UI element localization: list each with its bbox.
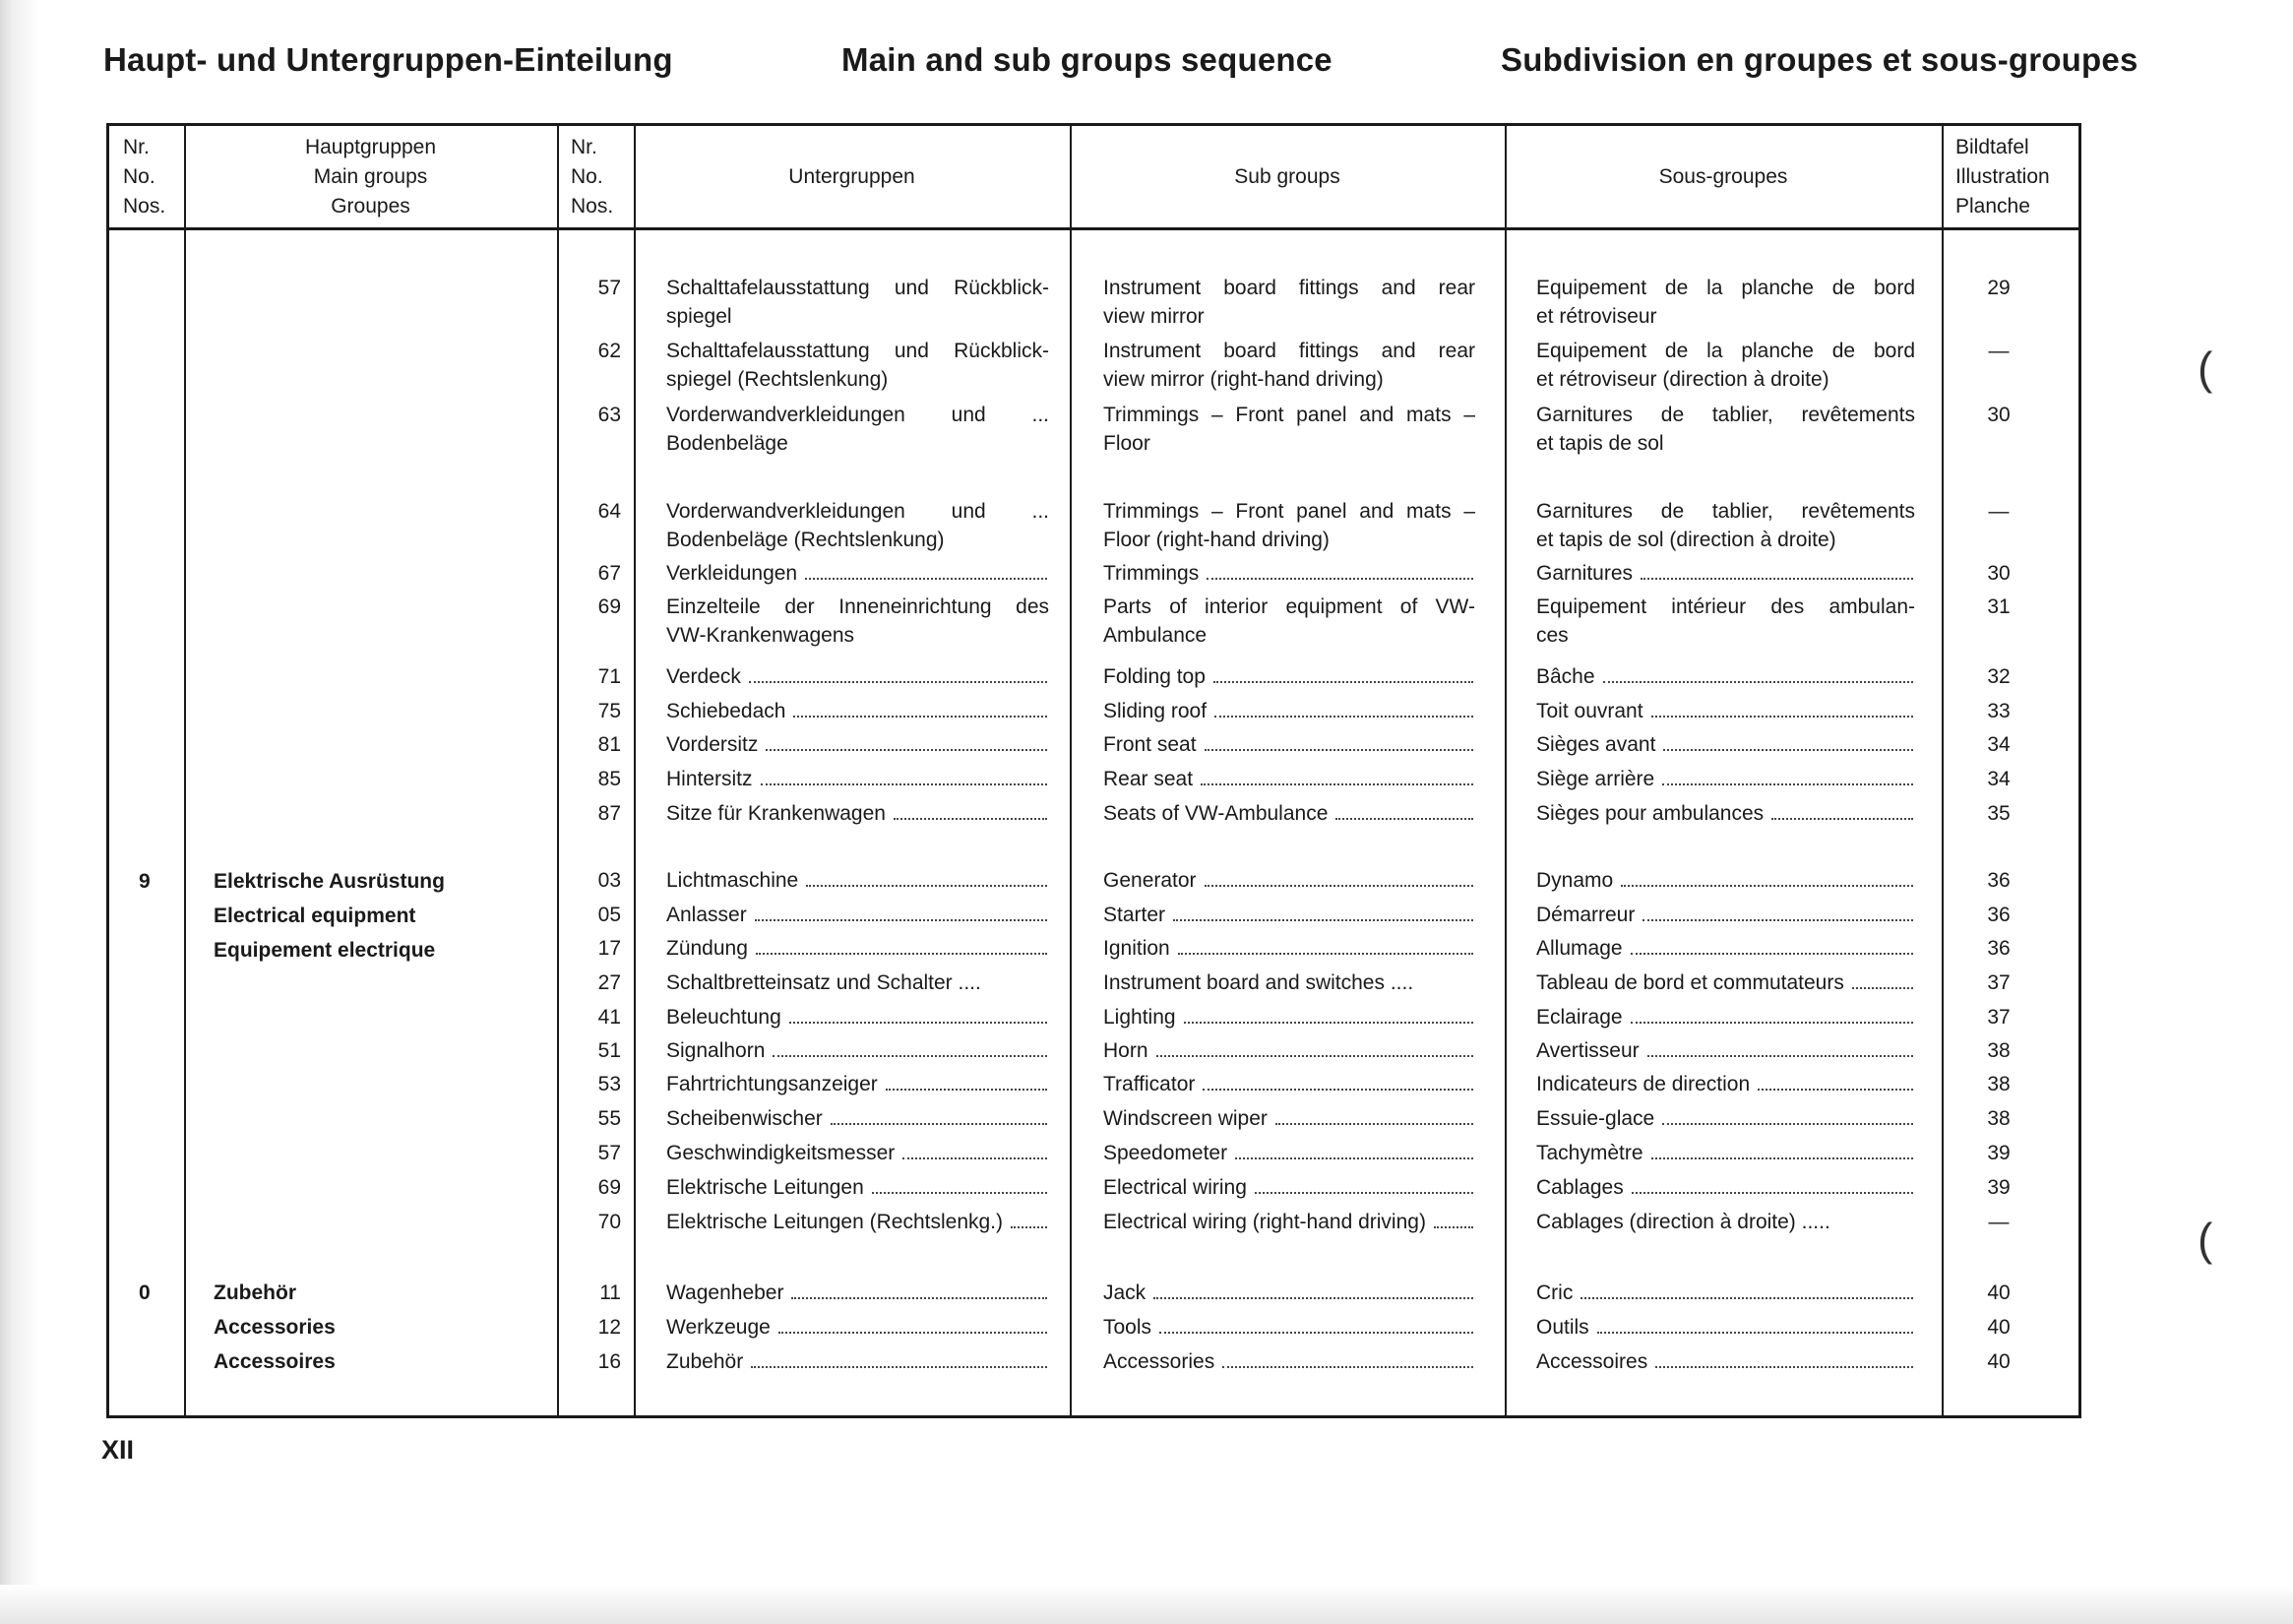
sub-group-line: Indicateurs de direction [1536,1070,1915,1098]
sub-group-line: view mirror (right-hand driving) [1103,368,1384,391]
dot-leader [1011,1226,1047,1228]
sub-group-line: Instrument board fittings and rear [1103,277,1475,299]
sub-group-line: Sièges avant [1536,730,1915,759]
plate-number: — [1988,1211,2010,1233]
sub-group-line: Tachymètre [1536,1139,1915,1167]
header-sub-groups: Sub groups [1234,164,1340,188]
sub-group-line: Electrical wiring [1103,1173,1475,1202]
column-divider [634,126,636,1415]
sub-group-line: Trimmings – Front panel and mats – [1103,404,1475,426]
sub-group-de [666,1003,1049,1031]
sub-group-line: Garnitures de tablier, revêtements [1536,404,1915,426]
plate-number: 38 [1987,1073,2011,1095]
heading-french: Subdivision en groupes et sous-groupes [1501,41,2138,78]
header-sub-nr: Nr. No. Nos. [571,135,614,218]
sub-group-line: Cablages [1536,1173,1915,1202]
sub-group-line: ces [1536,624,1569,647]
sub-group-line: et tapis de sol (direction à droite) [1536,529,1836,551]
plate-number: 37 [1987,971,2011,994]
plate-number: 30 [1987,404,2011,426]
header-sous-groupes: Sous-groupes [1658,164,1788,188]
sub-group-line: et rétroviseur (direction à droite) [1536,368,1829,391]
sub-group-de [666,934,1049,963]
sub-group-line: Seats of VW-Ambulance [1103,799,1475,828]
sub-group-line: Folding top [1103,662,1475,691]
sub-group-line: Windscreen wiper [1103,1104,1475,1133]
sub-group-line: Siège arrière [1536,765,1915,793]
sub-group-line: Trimmings – Front panel and mats – [1103,500,1475,523]
sub-group-nr: 81 [597,733,621,756]
sub-group-nr: 51 [597,1039,621,1062]
sub-group-nr: 05 [597,904,621,926]
sub-group-line: Scheibenwischer [666,1104,1049,1133]
sub-group-nr: 67 [597,562,621,585]
sub-group-en [1103,1139,1475,1167]
sub-group-de [666,337,1049,394]
column-divider [1070,126,1072,1415]
sub-group-fr [1536,1036,1915,1065]
sub-group-en [1103,1208,1475,1236]
dot-leader [1203,1089,1473,1091]
sub-group-line: spiegel (Rechtslenkung) [666,368,889,391]
sub-group-de [666,274,1049,331]
sub-group-nr: 57 [597,277,621,299]
dot-leader [791,1297,1047,1299]
dot-leader [1647,1055,1913,1057]
sub-group-line: Outils [1536,1313,1915,1342]
sub-group-line: Beleuchtung [666,1003,1049,1031]
sub-group-line: Sièges pour ambulances [1536,799,1915,828]
header-rule [109,227,2078,230]
sub-group-line: Equipement de la planche de bord [1536,277,1915,299]
sub-group-line: Zubehör [666,1347,1049,1376]
dot-leader [1662,783,1913,785]
sub-group-en [1103,968,1475,997]
column-divider [184,126,186,1415]
plate-number: 39 [1987,1176,2011,1199]
plate-number: 36 [1987,869,2011,892]
dot-leader [1205,749,1473,751]
sub-group-line: Signalhorn [666,1036,1049,1065]
plate-number: 32 [1987,665,2011,688]
sub-group-line: Elektrische Leitungen [666,1173,1049,1202]
dot-leader [1641,578,1913,580]
plate-number: 36 [1987,904,2011,926]
sub-group-line: Vordersitz [666,730,1049,759]
sub-group-de [666,593,1049,650]
sub-group-line: Démarreur [1536,901,1915,929]
plate-number: 35 [1987,802,2011,825]
sub-group-en [1103,1036,1475,1065]
plate-number: 30 [1987,562,2011,585]
plate-number: — [1988,340,2010,362]
dot-leader [1631,953,1913,955]
dot-leader [1631,1022,1913,1024]
sub-group-fr [1536,730,1915,759]
plate-number: 40 [1987,1316,2011,1339]
dot-leader [1156,1055,1473,1057]
sub-group-fr [1536,866,1915,895]
sub-group-de [666,1104,1049,1133]
column-divider [1942,126,1944,1415]
sub-group-nr: 57 [597,1142,621,1164]
dot-leader [1663,749,1913,751]
sub-group-nr: 27 [597,971,621,994]
sub-group-nr: 64 [597,500,621,523]
plate-number: 33 [1987,700,2011,722]
dot-leader [1255,1192,1473,1194]
sub-group-line: Bodenbeläge (Rechtslenkung) [666,529,945,551]
sub-group-line: et rétroviseur [1536,305,1657,328]
sub-group-de [666,1139,1049,1167]
sub-group-nr: 62 [597,340,621,362]
heading-german: Haupt- und Untergruppen-Einteilung [103,41,673,78]
dot-leader [789,1022,1047,1024]
dot-leader [749,681,1047,683]
sub-group-en [1103,799,1475,828]
sub-group-line: Essuie-glace [1536,1104,1915,1133]
sub-group-fr [1536,1279,1915,1307]
group-sequence-table [106,123,2081,1418]
sub-group-line: Elektrische Leitungen (Rechtslenkg.) [666,1208,1049,1236]
sub-group-en [1103,662,1475,691]
sub-group-fr [1536,968,1915,997]
sub-group-de [666,901,1049,929]
dot-leader [805,578,1047,580]
sub-group-fr [1536,662,1915,691]
heading-english: Main and sub groups sequence [841,41,1332,78]
sub-group-nr: 53 [597,1073,621,1095]
sub-group-en [1103,1104,1475,1133]
plate-number: 40 [1987,1350,2011,1373]
dot-leader [751,1366,1047,1368]
sub-group-de [666,1173,1049,1202]
plate-number: 34 [1987,733,2011,756]
dot-leader [1335,818,1473,820]
dot-leader [1205,885,1473,887]
sub-group-line: Ignition [1103,934,1475,963]
sub-group-line: Schalttafelausstattung und Rückblick- [666,340,1049,362]
sub-group-line: Floor (right-hand driving) [1103,529,1330,551]
sub-group-nr: 12 [597,1316,621,1339]
sub-group-line: Electrical wiring (right-hand driving) [1103,1208,1475,1236]
sub-group-line: Accessories [1103,1347,1475,1376]
column-divider [557,126,559,1415]
sub-group-en [1103,593,1475,650]
sub-group-en [1103,730,1475,759]
sub-group-nr: 16 [597,1350,621,1373]
sub-group-line: Tools [1103,1313,1475,1342]
dot-leader [1758,1089,1913,1091]
dot-leader [1771,818,1913,820]
sub-group-line: Generator [1103,866,1475,895]
sub-group-line: Sliding roof [1103,697,1475,725]
sub-group-en [1103,866,1475,895]
dot-leader [1153,1297,1473,1299]
sub-group-en [1103,274,1475,331]
dot-leader [756,953,1047,955]
dot-leader [793,716,1047,718]
sub-group-line: Eclairage [1536,1003,1915,1031]
sub-group-en [1103,1070,1475,1098]
sub-group-fr [1536,401,1915,458]
dot-leader [1655,1366,1913,1368]
plate-number: 38 [1987,1039,2011,1062]
sub-group-de [666,401,1049,458]
sub-group-line: Verkleidungen [666,559,1049,588]
sub-group-line: Schalttafelausstattung und Rückblick- [666,277,1049,299]
scan-bottom-shadow [0,1585,2293,1624]
sub-group-line: Bodenbeläge [666,432,788,455]
sub-group-fr [1536,559,1915,588]
sub-group-de [666,662,1049,691]
dot-leader [1235,1157,1473,1159]
plate-number: 34 [1987,768,2011,790]
sub-group-fr [1536,1173,1915,1202]
main-group-names: Elektrische Ausrüstung Electrical equipment Equipement electrique [214,870,445,962]
sub-group-fr [1536,1070,1915,1098]
sub-group-nr: 85 [597,768,621,790]
sub-group-line: Rear seat [1103,765,1475,793]
sub-group-line: Avertisseur [1536,1036,1915,1065]
sub-group-line: Starter [1103,901,1475,929]
sub-group-fr [1536,274,1915,331]
sub-group-line: Zündung [666,934,1049,963]
sub-group-line: Vorderwandverkleidungen und ... [666,500,1049,523]
sub-group-de [666,968,1049,997]
sub-group-nr: 87 [597,802,621,825]
sub-group-line: Trimmings [1103,559,1475,588]
sub-group-en [1103,901,1475,929]
header-main-groups: Hauptgruppen Main groups Groupes [304,135,437,218]
main-group-names: Zubehör Accessories Accessoires [214,1281,336,1373]
dot-leader [1651,1157,1913,1159]
plate-number: — [1988,500,2010,523]
header-untergruppen: Untergruppen [788,164,915,188]
sub-group-line: Einzelteile der Inneneinrichtung des [666,595,1049,618]
dot-leader [894,818,1047,820]
dot-leader [1178,953,1473,955]
sub-group-line: Parts of interior equipment of VW- [1103,595,1475,618]
sub-group-nr: 03 [597,869,621,892]
sub-group-en [1103,1347,1475,1376]
sub-group-line: Hintersitz [666,765,1049,793]
sub-group-line: Verdeck [666,662,1049,691]
dot-leader [831,1123,1047,1125]
sub-group-fr [1536,697,1915,725]
punch-hole-mark: ( [2198,343,2213,394]
sub-group-nr: 17 [597,937,621,960]
sub-group-line: Schiebedach [666,697,1049,725]
sub-group-en [1103,337,1475,394]
sub-group-en [1103,401,1475,458]
sub-group-line: Bâche [1536,662,1915,691]
sub-group-line: Vorderwandverkleidungen und ... [666,404,1049,426]
sub-group-de [666,1036,1049,1065]
sub-group-line: Garnitures [1536,559,1915,588]
sub-group-de [666,799,1049,828]
dot-leader [1632,1192,1913,1194]
sub-group-fr [1536,1208,1915,1236]
plate-number: 39 [1987,1142,2011,1164]
sub-group-fr [1536,1313,1915,1342]
main-group-nr: 9 [139,870,151,893]
sub-group-en [1103,1003,1475,1031]
sub-group-line: Horn [1103,1036,1475,1065]
sub-group-line: Trafficator [1103,1070,1475,1098]
sub-group-en [1103,497,1475,554]
plate-number: 36 [1987,937,2011,960]
sub-group-nr: 69 [597,1176,621,1199]
plate-number: 37 [1987,1006,2011,1029]
dot-leader [1662,1123,1913,1125]
sub-group-line: VW-Krankenwagens [666,624,855,647]
dot-leader [1201,783,1473,785]
sub-group-line: Tableau de bord et commutateurs [1536,968,1915,997]
dot-leader [1580,1297,1913,1299]
sub-group-de [666,1208,1049,1236]
sub-group-line: Lichtmaschine [666,866,1049,895]
sub-group-line: Dynamo [1536,866,1915,895]
scan-edge-shadow [0,0,39,1624]
dot-leader [1852,987,1913,989]
sub-group-line: Cablages (direction à droite) ..... [1536,1211,1830,1233]
column-divider [1505,126,1507,1415]
sub-group-en [1103,934,1475,963]
sub-group-nr: 55 [597,1107,621,1130]
sub-group-de [666,1070,1049,1098]
sub-group-de [666,1279,1049,1307]
sub-group-line: Ambulance [1103,624,1208,647]
dot-leader [1184,1022,1473,1024]
sub-group-de [666,866,1049,895]
dot-leader [1275,1123,1473,1125]
sub-group-en [1103,697,1475,725]
dot-leader [1159,1332,1473,1334]
dot-leader [761,783,1047,785]
sub-group-fr [1536,799,1915,828]
sub-group-line: Schaltbretteinsatz und Schalter .... [666,971,981,994]
sub-group-line: Instrument board fittings and rear [1103,340,1475,362]
dot-leader [1621,885,1913,887]
sub-group-en [1103,1279,1475,1307]
sub-group-de [666,559,1049,588]
sub-group-line: Garnitures de tablier, revêtements [1536,500,1915,523]
sub-group-de [666,765,1049,793]
sub-group-nr: 71 [597,665,621,688]
sub-group-nr: 69 [597,595,621,618]
sub-group-fr [1536,593,1915,650]
sub-group-line: Allumage [1536,934,1915,963]
sub-group-line: Floor [1103,432,1150,455]
sub-group-line: Lighting [1103,1003,1475,1031]
dot-leader [1213,681,1473,683]
plate-number: 38 [1987,1107,2011,1130]
sub-group-de [666,1347,1049,1376]
dot-leader [806,885,1047,887]
sub-group-fr [1536,934,1915,963]
header-plate: Bildtafel Illustration Planche [1955,135,2050,218]
sub-group-line: Instrument board and switches .... [1103,971,1414,994]
dot-leader [755,919,1047,921]
sub-group-de [666,1313,1049,1342]
sub-group-fr [1536,1139,1915,1167]
dot-leader [1222,1366,1473,1368]
sub-group-fr [1536,1104,1915,1133]
page-number: XII [101,1435,135,1465]
sub-group-en [1103,559,1475,588]
sub-group-line: Sitze für Krankenwagen [666,799,1049,828]
sub-group-line: Fahrtrichtungsanzeiger [666,1070,1049,1098]
sub-group-line: Geschwindigkeitsmesser [666,1139,1049,1167]
dot-leader [766,749,1047,751]
dot-leader [1642,919,1913,921]
plate-number: 29 [1987,277,2011,299]
sub-group-fr [1536,337,1915,394]
sub-group-de [666,697,1049,725]
sub-group-line: Cric [1536,1279,1915,1307]
sub-group-nr: 75 [597,700,621,722]
sub-group-nr: 70 [597,1211,621,1233]
sub-group-line: Accessoires [1536,1347,1915,1376]
sub-group-de [666,497,1049,554]
dot-leader [1173,919,1473,921]
sub-group-fr [1536,497,1915,554]
dot-leader [902,1157,1047,1159]
dot-leader [1214,716,1473,718]
sub-group-nr: 63 [597,404,621,426]
dot-leader [1434,1226,1473,1228]
sub-group-en [1103,1313,1475,1342]
sub-group-fr [1536,901,1915,929]
dot-leader [1207,578,1473,580]
sub-group-line: Jack [1103,1279,1475,1307]
main-group-nr: 0 [139,1281,151,1304]
sub-group-line: Front seat [1103,730,1475,759]
dot-leader [1603,681,1913,683]
dot-leader [1597,1332,1913,1334]
dot-leader [773,1055,1047,1057]
sub-group-fr [1536,765,1915,793]
sub-group-line: spiegel [666,305,732,328]
sub-group-line: Equipement intérieur des ambulan- [1536,595,1915,618]
sub-group-line: Anlasser [666,901,1049,929]
sub-group-de [666,730,1049,759]
sub-group-en [1103,1173,1475,1202]
sub-group-line: Werkzeuge [666,1313,1049,1342]
sub-group-nr: 11 [599,1281,621,1304]
sub-group-line: view mirror [1103,305,1205,328]
sub-group-en [1103,765,1475,793]
sub-group-line: Toit ouvrant [1536,697,1915,725]
sub-group-line: Speedometer [1103,1139,1475,1167]
sub-group-fr [1536,1347,1915,1376]
sub-group-line: Equipement de la planche de bord [1536,340,1915,362]
sub-group-fr [1536,1003,1915,1031]
dot-leader [872,1192,1047,1194]
sub-group-nr: 41 [597,1006,621,1029]
header-nr: Nr. No. Nos. [123,135,166,218]
dot-leader [1651,716,1913,718]
plate-number: 31 [1987,595,2011,618]
sub-group-line: et tapis de sol [1536,432,1664,455]
punch-hole-mark: ( [2198,1214,2213,1265]
plate-number: 40 [1987,1281,2011,1304]
dot-leader [778,1332,1047,1334]
sub-group-line: Wagenheber [666,1279,1049,1307]
dot-leader [886,1089,1047,1091]
